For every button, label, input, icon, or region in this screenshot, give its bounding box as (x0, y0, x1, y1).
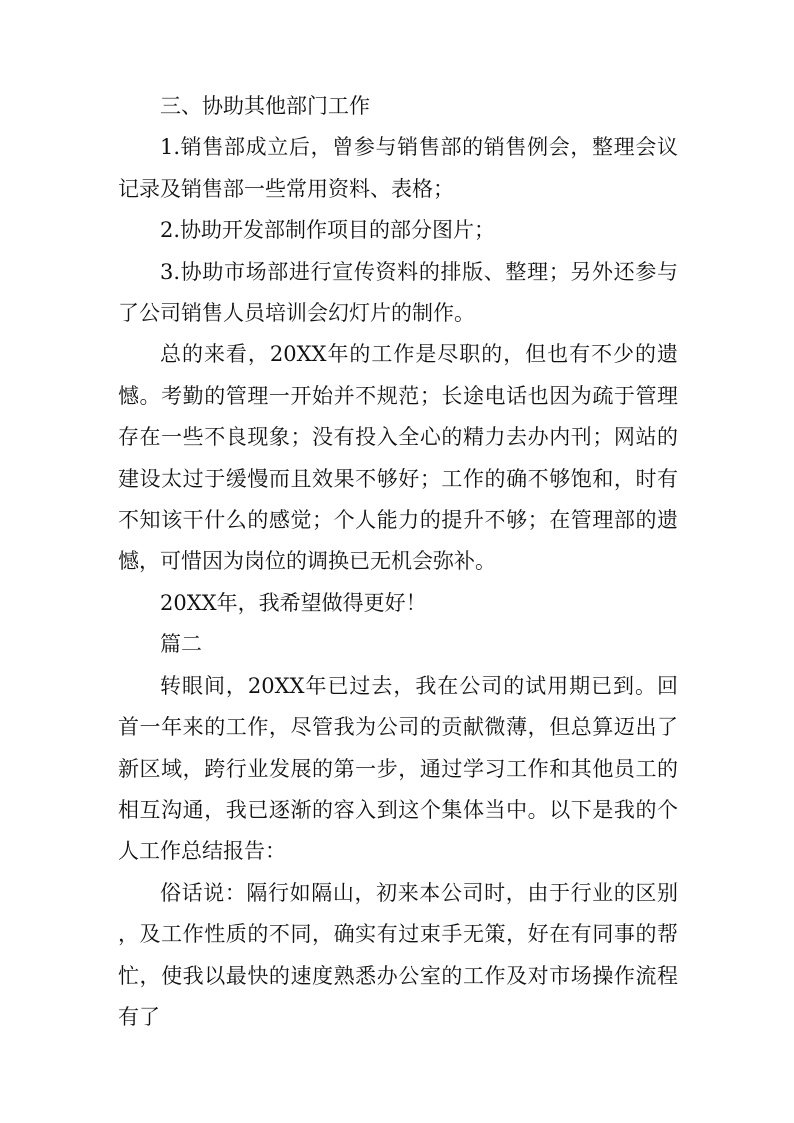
paragraph-item-3: 3.协助市场部进行宣传资料的排版、整理；另外还参与了公司销售人员培训会幻灯片的制作。 (118, 259, 678, 326)
document-body (118, 86, 678, 1038)
paragraph-intro-part-two: 转眼间，20XX年已过去，我在公司的试用期已到。回首一年来的工作，尽管我为公司的贡献微薄，但总算迈出了新区域，跨行业发展的第一步，通过学习工作和其他员工的相互沟通，我已逐渐的容入到这个集体当中。以下是我的个人工作总结报告： (118, 673, 678, 864)
paragraph-proverb: 俗话说：隔行如隔山，初来本公司时，由于行业的区别，及工作性质的不同，确实有过束手无策，好在有同事的帮忙，使我以最快的速度熟悉办公室的工作及对市场操作流程有了 (118, 880, 678, 1029)
section-heading-assist-departments: 三、协助其他部门工作 (160, 94, 370, 118)
paragraph-item-1: 1.销售部成立后，曾参与销售部的销售例会，整理会议记录及销售部一些常用资料、表格； (118, 135, 678, 201)
paragraph-item-2: 2.协助开发部制作项目的部分图片； (160, 218, 496, 243)
paragraph-summary: 总的来看，20XX年的工作是尽职的，但也有不少的遗憾。考勤的管理一开始并不规范；长途电话也因为疏于管理存在一些不良现象；没有投入全心的精力去办内刊；网站的建设太过于缓慢而且效果不够好；工作的确不够饱和，时有不知该干什么的感觉；个人能力的提升不够；在管理部的遗憾，可惜因为岗位的调换已无机会弥补。 (118, 342, 678, 574)
section-heading-part-two: 篇二 (160, 632, 202, 657)
paragraph-wish: 20XX年，我希望做得更好！ (160, 590, 427, 615)
